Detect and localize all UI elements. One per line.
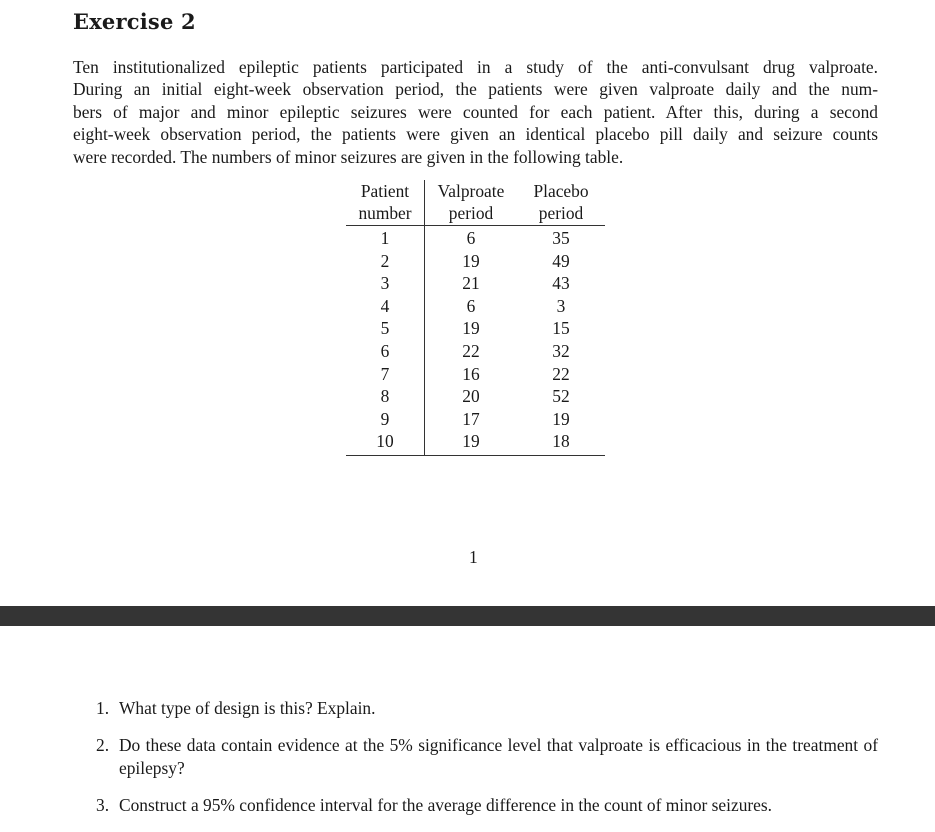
seizure-table-container: [346, 180, 605, 456]
header-valproate-period: period: [425, 202, 518, 226]
placebo-cell: 49: [552, 250, 570, 271]
header-placebo: Placebo: [533, 181, 589, 201]
patient-cell: 5: [346, 317, 425, 340]
valproate-cell: 22: [462, 340, 480, 361]
placebo-cell: 19: [552, 408, 570, 429]
valproate-cell: 17: [462, 408, 480, 429]
valproate-cell: 19: [462, 250, 480, 271]
placebo-cell: 43: [552, 273, 570, 294]
exercise-heading: Exercise 2: [73, 9, 196, 34]
patient-cell: 1: [346, 226, 425, 250]
list-item: [96, 697, 878, 719]
patient-cell: 4: [346, 295, 425, 318]
paragraph-line: eight-week observation period, the patients were given an identical placebo pill daily and seizure counts: [73, 124, 878, 145]
patient-cell: 6: [346, 340, 425, 363]
placebo-cell: 18: [517, 430, 605, 455]
paragraph-line: During an initial eight-week observation period, the patients were given valproate daily and the num-: [73, 79, 878, 100]
list-item: [96, 734, 878, 779]
valproate-cell: 21: [462, 273, 480, 294]
header-number: number: [346, 202, 425, 226]
table-row: [346, 340, 605, 363]
valproate-cell: 19: [462, 318, 480, 339]
table-header-row: [346, 180, 605, 202]
seizure-table: [346, 180, 605, 456]
table-row: [346, 408, 605, 431]
valproate-cell: 19: [425, 430, 518, 455]
patient-cell: 8: [346, 385, 425, 408]
paragraph-line: bers of major and minor epileptic seizures were counted for each patient. After this, during a second: [73, 101, 878, 122]
question-number: 2.: [96, 735, 110, 756]
paragraph-line: were recorded. The numbers of minor seizures are given in the following table.: [73, 146, 624, 167]
question-list: [96, 697, 878, 832]
question-text: What type of design is this? Explain.: [119, 698, 376, 718]
placebo-cell: 15: [552, 318, 570, 339]
patient-cell: 9: [346, 408, 425, 431]
placebo-cell: 22: [552, 363, 570, 384]
placebo-cell: 32: [552, 340, 570, 361]
table-row: [346, 226, 605, 250]
question-text: Do these data contain evidence at the 5% significance level that valproate is efficacious in the treatment of epilepsy?: [119, 735, 878, 778]
paragraph-line: Ten institutionalized epileptic patients participated in a study of the anti-convulsant drug valproate.: [73, 57, 878, 77]
header-placebo-period: period: [517, 202, 605, 226]
page-divider: [0, 606, 935, 626]
table-row: [346, 385, 605, 408]
question-number: 1.: [96, 698, 110, 718]
placebo-cell: 52: [552, 386, 570, 407]
table-row: [346, 363, 605, 386]
patient-cell: 2: [346, 250, 425, 273]
valproate-cell: 16: [462, 363, 480, 384]
valproate-cell: 6: [466, 228, 476, 248]
placebo-cell: 3: [556, 295, 566, 316]
table-header-row: [346, 202, 605, 226]
table-row: [346, 272, 605, 295]
table-row: [346, 250, 605, 273]
header-valproate: Valproate: [437, 181, 505, 201]
valproate-cell: 6: [466, 295, 476, 316]
page-number: 1: [469, 547, 478, 567]
placebo-cell: 35: [552, 228, 570, 248]
header-patient: Patient: [346, 180, 425, 202]
table-row: [346, 295, 605, 318]
question-text: Construct a 95% confidence interval for the average difference in the count of minor seizures.: [119, 795, 773, 816]
table-row: [346, 430, 605, 455]
question-number: 3.: [96, 795, 110, 816]
patient-cell: 3: [346, 272, 425, 295]
valproate-cell: 20: [462, 386, 480, 407]
patient-cell: 10: [346, 430, 425, 455]
patient-cell: 7: [346, 363, 425, 386]
problem-description: [73, 56, 878, 168]
list-item: [96, 794, 878, 816]
table-row: [346, 317, 605, 340]
